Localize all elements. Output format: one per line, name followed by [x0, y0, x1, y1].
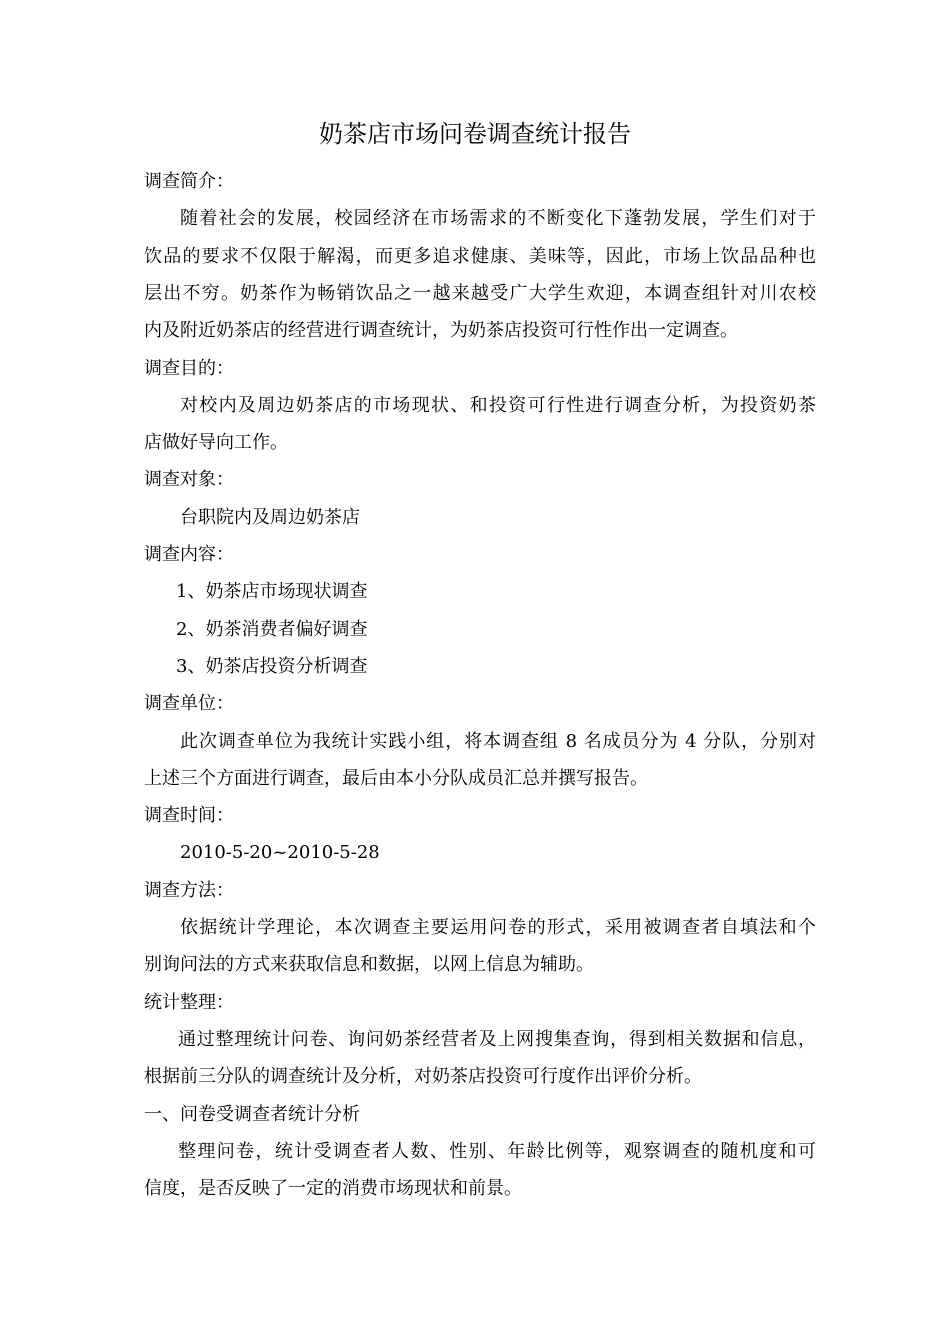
text-line: 调查单位：: [144, 693, 234, 714]
text-line: 2、奶茶消费者偏好调查: [176, 619, 368, 640]
text-line: 调查简介：: [144, 171, 234, 192]
text-line: 整理问卷，统计受调查者人数、性别、年龄比例等，观察调查的随机度和可: [178, 1141, 816, 1162]
text-line: 一、问卷受调查者统计分析: [144, 1104, 360, 1125]
text-line: 上述三个方面进行调查，最后由本小分队成员汇总并撰写报告。: [144, 768, 648, 789]
text-line: 店做好导向工作。: [144, 432, 288, 453]
text-line: 调查对象：: [144, 469, 234, 490]
text-line: 饮品的要求不仅限于解渴，而更多追求健康、美味等，因此，市场上饮品品种也: [144, 246, 816, 267]
text-line: 随着社会的发展，校园经济在市场需求的不断变化下蓬勃发展，学生们对于: [180, 208, 816, 229]
text-line: 统计整理：: [144, 992, 234, 1013]
text-line: 内及附近奶茶店的经营进行调查统计，为奶茶店投资可行性作出一定调查。: [144, 320, 738, 341]
text-line: 依据统计学理论，本次调查主要运用问卷的形式，采用被调查者自填法和个: [180, 917, 816, 938]
text-line: 调查内容：: [144, 544, 234, 565]
text-line: 调查目的：: [144, 358, 234, 379]
text-line: 通过整理统计问卷、询问奶茶经营者及上网搜集查询，得到相关数据和信息，: [178, 1029, 816, 1050]
document-title: 奶茶店市场问卷调查统计报告: [319, 120, 631, 148]
text-line: 3、奶茶店投资分析调查: [176, 656, 368, 677]
text-line: 调查方法：: [144, 880, 234, 901]
text-line: 根据前三分队的调查统计及分析，对奶茶店投资可行度作出评价分析。: [144, 1066, 702, 1087]
text-line: 层出不穷。奶茶作为畅销饮品之一越来越受广大学生欢迎，本调查组针对川农校: [144, 283, 816, 304]
text-line: 此次调查单位为我统计实践小组，将本调查组 8 名成员分为 4 分队，分别对: [180, 731, 816, 752]
text-line: 2010-5-20~2010-5-28: [180, 842, 380, 863]
text-line: 信度，是否反映了一定的消费市场现状和前景。: [144, 1178, 522, 1199]
text-line: 别询问法的方式来获取信息和数据，以网上信息为辅助。: [144, 954, 594, 975]
text-line: 1、奶茶店市场现状调查: [176, 581, 368, 602]
text-line: 对校内及周边奶茶店的市场现状、和投资可行性进行调查分析，为投资奶茶: [180, 395, 816, 416]
text-line: 调查时间：: [144, 805, 234, 826]
text-line: 台职院内及周边奶茶店: [180, 507, 360, 528]
